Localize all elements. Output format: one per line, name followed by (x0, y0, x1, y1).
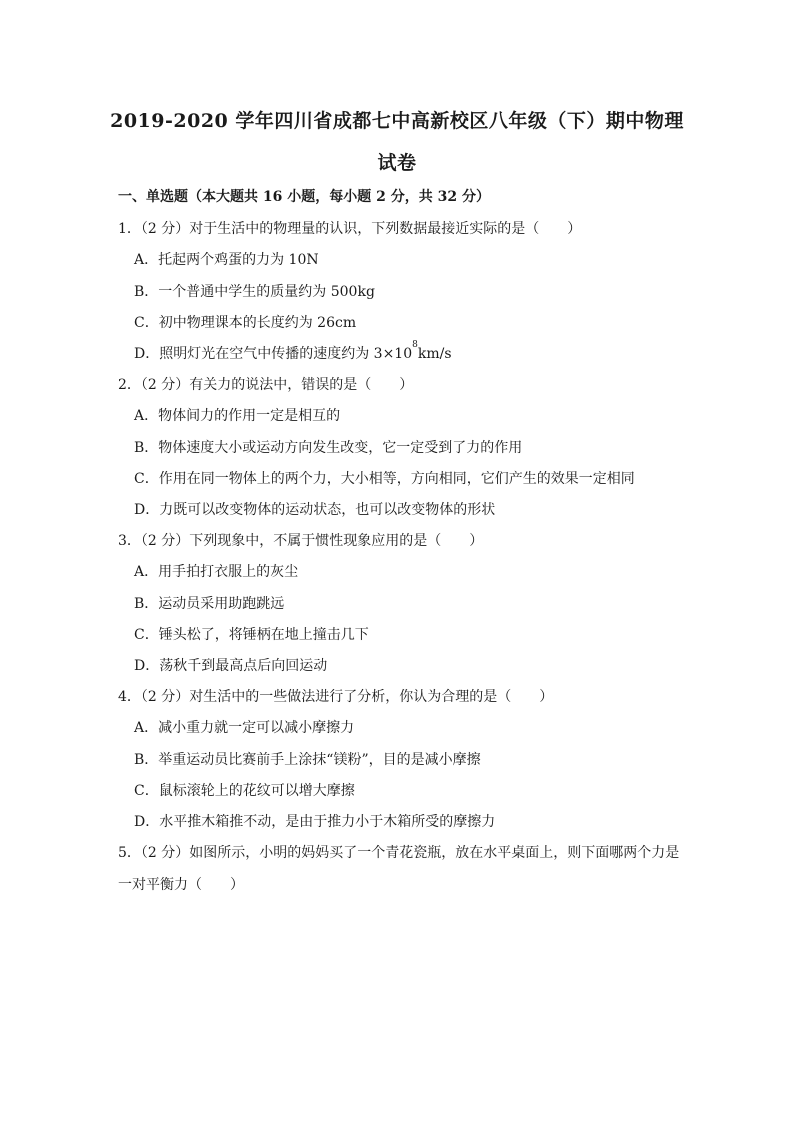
question-3-option-b: B．运动员采用助跑跳远 (134, 596, 285, 612)
question-3-option-c: C．锤头松了，将锤柄在地上撞击几下 (134, 627, 369, 643)
question-2-option-a: A．物体间力的作用一定是相互的 (134, 408, 341, 424)
question-2-stem: 2．（2 分）有关力的说法中，错误的是（ ） (118, 377, 414, 393)
question-4-option-c: C．鼠标滚轮上的花纹可以增大摩擦 (134, 783, 355, 799)
question-3-option-a: A．用手拍打衣服上的灰尘 (134, 564, 299, 580)
question-1-option-d-unit: km/s (417, 346, 452, 362)
question-1-stem: 1．（2 分）对于生活中的物理量的认识，下列数据最接近实际的是（ ） (118, 221, 582, 237)
exam-title-line-1: 2019-2020 学年四川省成都七中高新校区八年级（下）期中物理 (110, 110, 684, 132)
section-heading: 一、单选题（本大题共 16 小题，每小题 2 分，共 32 分） (118, 189, 490, 205)
question-4-option-d: D．水平推木箱推不动，是由于推力小于木箱所受的摩擦力 (134, 814, 496, 830)
question-1-option-d (134, 340, 452, 363)
question-3-option-d: D．荡秋千到最高点后向回运动 (134, 658, 328, 674)
question-1-option-b: B．一个普通中学生的质量约为 500kg (134, 284, 375, 300)
exam-title-line-2: 试卷 (377, 152, 417, 174)
question-5-stem-line-2: 一对平衡力（ ） (118, 877, 244, 893)
question-4-option-a: A．减小重力就一定可以减小摩擦力 (134, 720, 355, 736)
question-1-option-c: C．初中物理课本的长度约为 26cm (134, 315, 357, 331)
question-4-option-b: B．举重运动员比赛前手上涂抹“镁粉”，目的是减小摩擦 (134, 752, 481, 768)
question-5-stem-line-1: 5．（2 分）如图所示，小明的妈妈买了一个青花瓷瓶，放在水平桌面上，则下面哪两个力是 (118, 845, 680, 861)
question-4-stem: 4．（2 分）对生活中的一些做法进行了分析，你认为合理的是（ ） (118, 689, 554, 705)
question-3-stem: 3．（2 分）下列现象中，不属于惯性现象应用的是（ ） (118, 533, 484, 549)
question-1-option-a: A．托起两个鸡蛋的力为 10N (134, 252, 319, 268)
question-2-option-d: D．力既可以改变物体的运动状态，也可以改变物体的形状 (134, 502, 496, 518)
question-1-option-d-text: D．照明灯光在空气中传播的速度约为 3×10 (134, 346, 413, 362)
question-2-option-b: B．物体速度大小或运动方向发生改变，它一定受到了力的作用 (134, 440, 523, 456)
question-1-option-d-exponent: 8 (412, 340, 418, 350)
question-2-option-c: C．作用在同一物体上的两个力，大小相等，方向相同，它们产生的效果一定相同 (134, 471, 635, 487)
